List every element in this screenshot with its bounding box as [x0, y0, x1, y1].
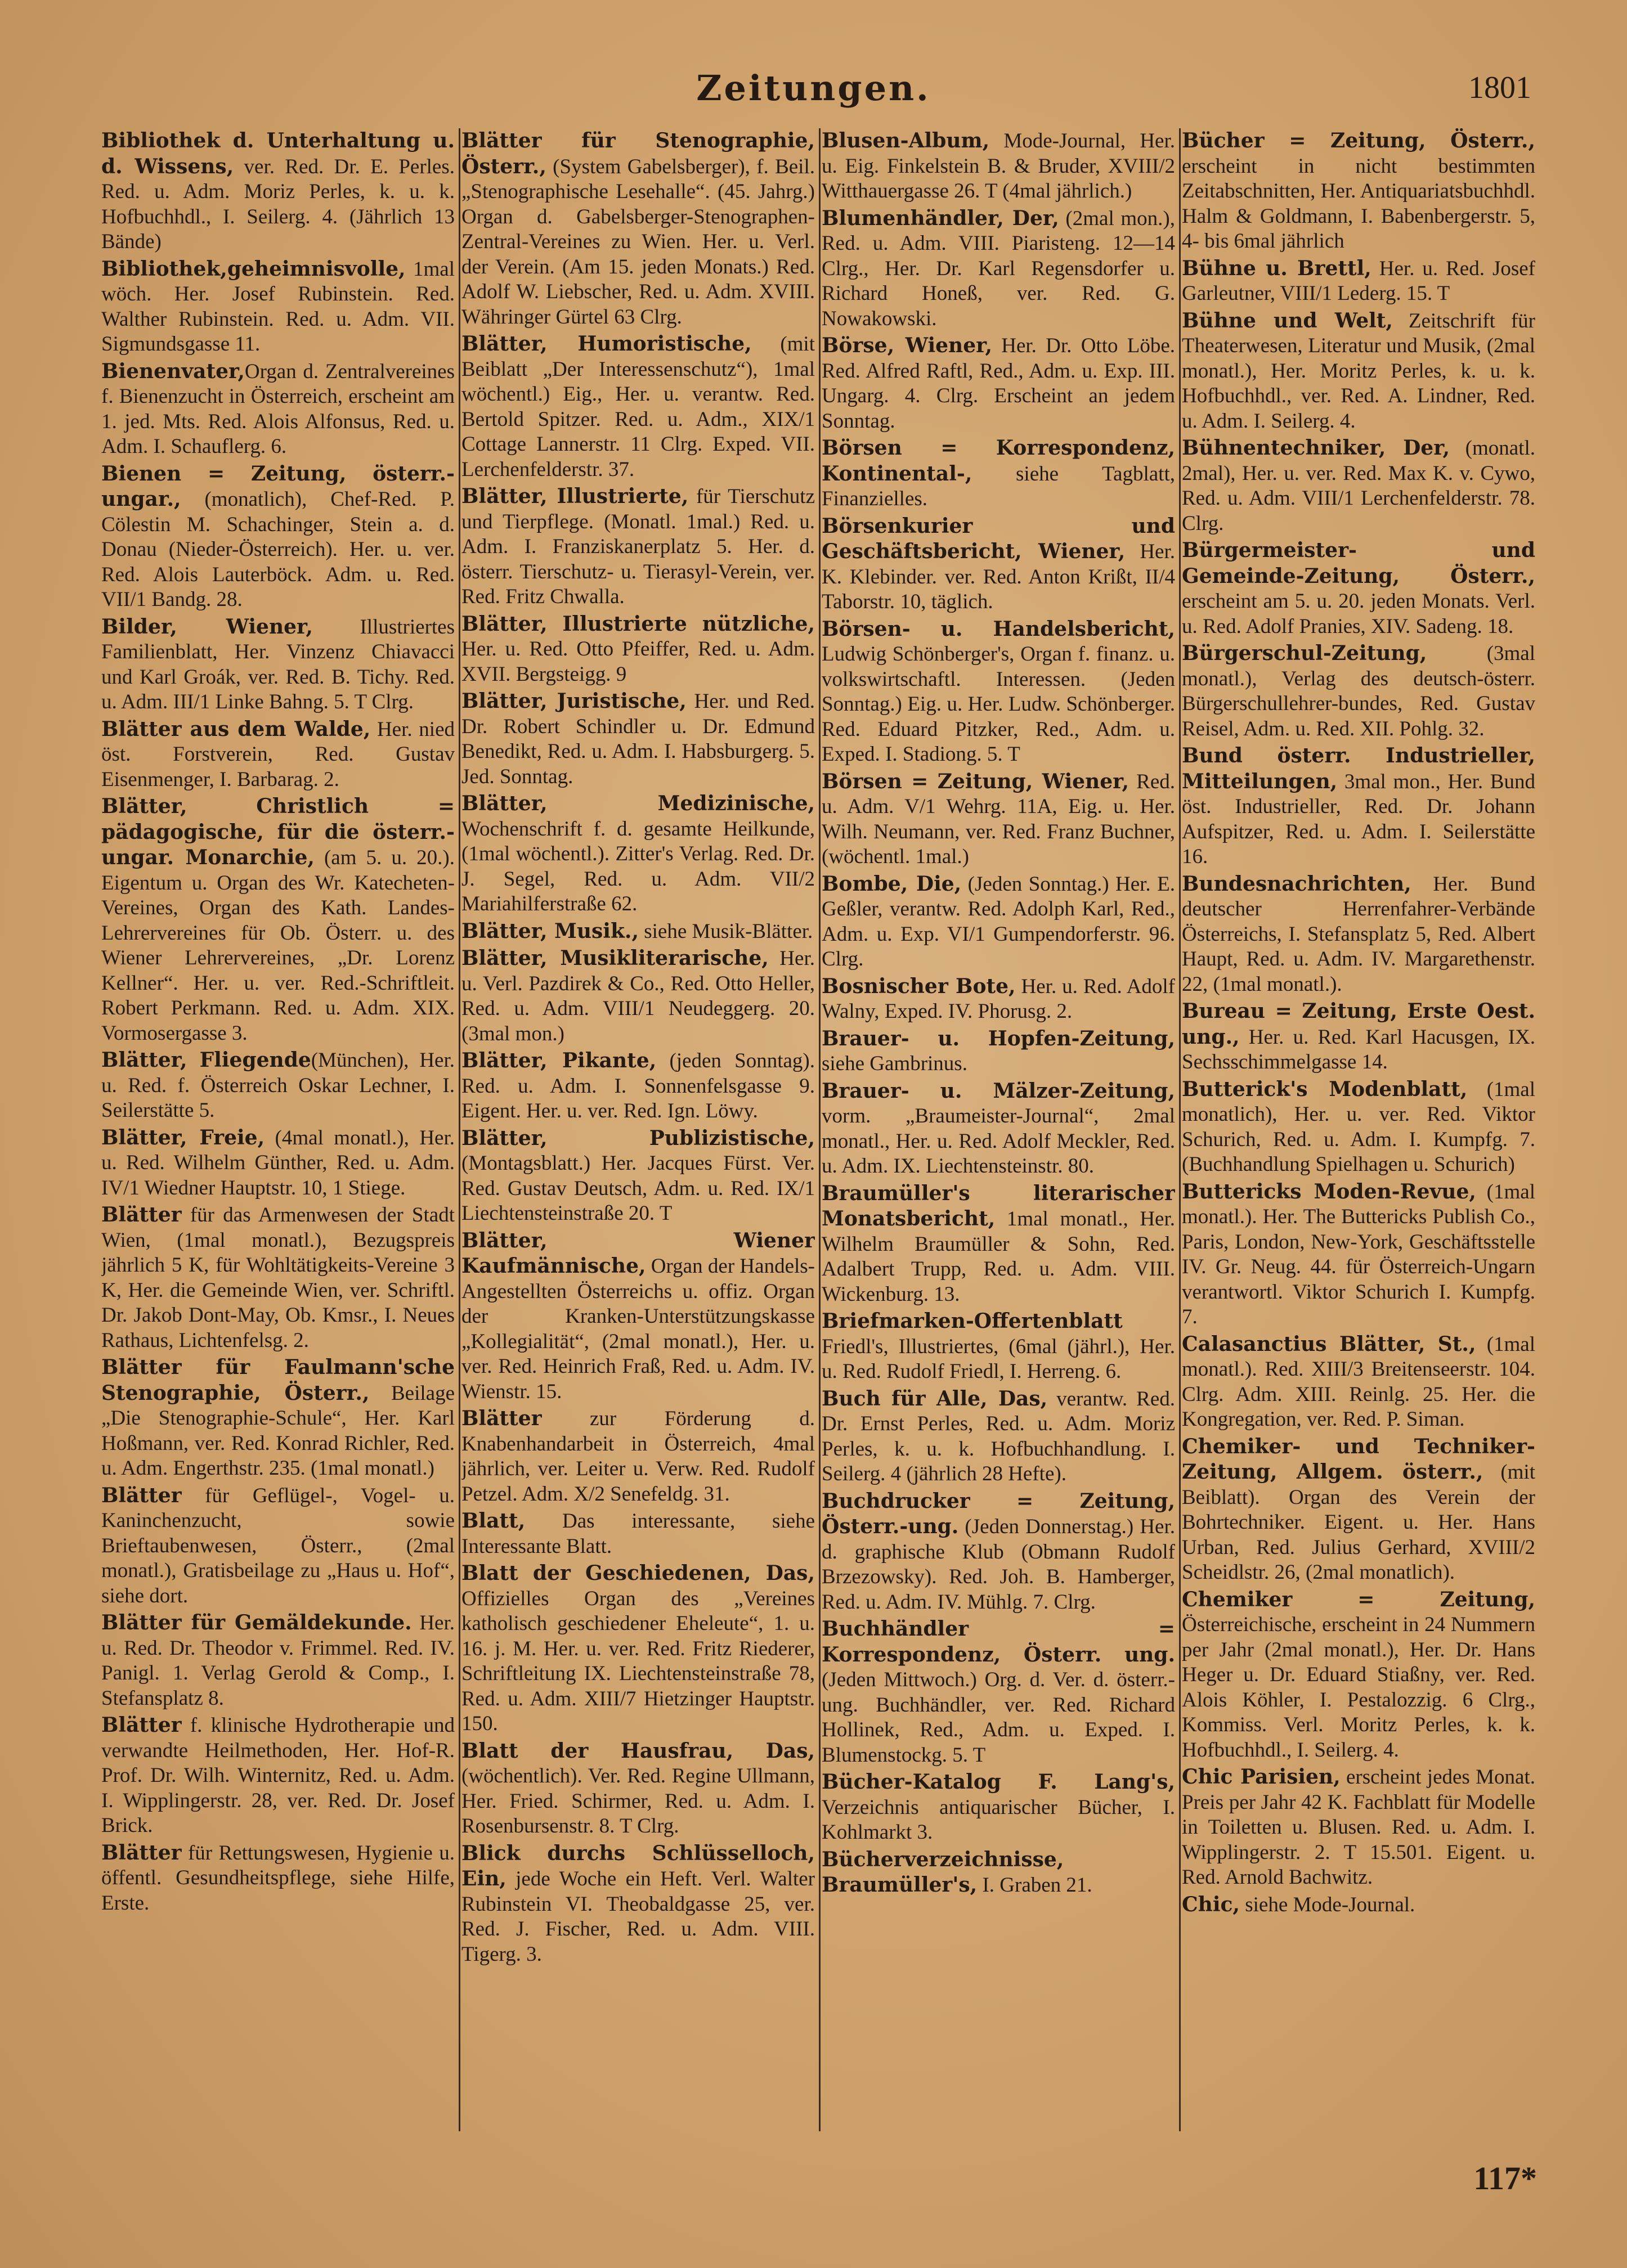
entry-body: (München), Her. u. Red. f. Österreich Oskar Lechner, I. Seilerstätte 5. — [101, 1049, 455, 1122]
directory-entry — [1182, 538, 1535, 639]
directory-entry — [101, 1355, 455, 1481]
directory-entry — [461, 791, 815, 917]
entry-heading: Bürgerschul-Zeitung, — [1182, 641, 1427, 665]
entry-heading: Blatt, — [461, 1509, 526, 1533]
entry-body: ver. Red. Dr. E. Perles. Red. u. Adm. Moriz Perles, k. u. k. Hofbuchhdl., I. Seilerg. 4. (Jährlich 13 Bände) — [101, 155, 455, 253]
entry-heading: Blatt der Geschiedenen, Das, — [461, 1561, 815, 1585]
entry-body: Her. u. Red. Josef Garleutner, VIII/1 Lederg. 15. T — [1182, 257, 1535, 305]
entry-heading: Bureau = Zeitung, Erste Oest. ung., — [1182, 999, 1535, 1049]
entry-body: Her. K. Klebinder. ver. Red. Anton Krißt, II/4 Taborstr. 10, täglich. — [822, 540, 1175, 613]
directory-entry — [461, 1841, 815, 1968]
entry-body: erscheint jedes Monat. Preis per Jahr 42 K. Fachblatt für Modelle in Toiletten u. Blusen. Red. u. Adm. I. Wipplingerstr. 2. T 15.501. Eigent. u. Red. Arnold Bachwitz. — [1182, 1766, 1535, 1889]
entry-heading: Blätter für Faulmann'sche Stenographie, Österr., — [101, 1355, 455, 1405]
entry-heading: Bundesnachrichten, — [1182, 872, 1411, 896]
entry-heading: Börsen = Korrespondenz, Kontinental-, — [822, 436, 1175, 486]
entry-body: (mit Beiblatt). Organ des Verein der Bohrtechniker. Eigent. u. Her. Hans Urban, Red. Julius Gerhard, XVIII/2 Scheidlstr. 26, (2mal monatlich). — [1182, 1461, 1535, 1584]
directory-entry — [461, 612, 815, 688]
entry-heading: Buchdrucker = Zeitung, Österr.-ung. — [822, 1489, 1175, 1538]
entry-heading: Börse, Wiener, — [822, 334, 992, 357]
entry-heading: Blusen-Album, — [822, 129, 990, 152]
entry-body: Her. Dr. Otto Löbe. Red. Alfred Raftl, Red., Adm. u. Exp. III. Ungarg. 4. Clrg. Erscheint an jedem Sonntag. — [822, 334, 1175, 433]
directory-entry — [461, 689, 815, 789]
entry-heading: Blätter, Publizistische, — [461, 1126, 815, 1150]
page-number: 1801 — [1468, 70, 1531, 105]
entry-body: Her. u. Verl. Pazdirek & Co., Red. Otto Heller, Red. u. Adm. VIII/1 Neudeggerg. 20. (3mal mon.) — [461, 947, 815, 1045]
entry-heading: Chic Parisien, — [1182, 1765, 1341, 1789]
directory-entry — [1182, 128, 1535, 254]
entry-body: vorm. „Braumeister-Journal“, 2mal monatl., Her. u. Red. Adolf Meckler, Red. u. Adm. IX. Liechtensteinstr. 80. — [822, 1104, 1175, 1178]
column-4 — [1182, 128, 1535, 2131]
footer-signature: 117* — [1473, 2160, 1537, 2197]
entry-heading: Blätter, Humoristische, — [461, 332, 752, 356]
entry-heading: Börsen- u. Handelsbericht, — [822, 617, 1175, 641]
entry-heading: Bühne und Welt, — [1182, 308, 1393, 333]
directory-entry — [101, 257, 455, 357]
entry-heading: Blätter, Wiener Kaufmännische, — [461, 1228, 815, 1278]
entry-heading: Blick durchs Schlüsselloch, Ein, — [461, 1841, 815, 1890]
directory-entry — [822, 1770, 1175, 1845]
entry-heading: Bücher-Katalog F. Lang's, — [822, 1770, 1175, 1794]
entry-heading: Blätter — [461, 1407, 542, 1430]
directory-entry — [461, 1228, 815, 1405]
entry-heading: Bosnischer Bote, — [822, 974, 1016, 998]
directory-entry — [822, 206, 1175, 332]
directory-entry — [822, 1181, 1175, 1308]
directory-entry — [1182, 1179, 1535, 1330]
entry-body: Her. u. Red. Adolf Walny, Exped. IV. Phorusg. 2. — [822, 974, 1175, 1023]
entry-heading: Bund österr. Industrieller, Mitteilungen, — [1182, 744, 1535, 793]
directory-entry — [461, 1561, 815, 1737]
directory-entry — [1182, 435, 1535, 536]
directory-entry — [822, 333, 1175, 434]
entry-heading: Bibliothek,geheimnisvolle, — [101, 257, 406, 281]
entry-heading: Bühnentechniker, Der, — [1182, 436, 1450, 460]
entry-body: 3mal mon., Her. Bund öst. Industrieller, Red. Dr. Johann Aufspitzer, Red. u. Adm. I. Seilerstätte 16. — [1182, 770, 1535, 868]
directory-entry — [101, 359, 455, 460]
entry-body: für Tierschutz und Tierpflege. (Monatl. 1mal.) Red. u. Adm. I. Franziskanerplatz 5. Her. d. österr. Tierschutz- u. Tierasyl-Verein, ver. Red. Fritz Chwalla. — [461, 485, 815, 608]
directory-entry — [1182, 256, 1535, 307]
entry-heading: Blätter, Illustrierte, — [461, 484, 689, 508]
directory-entry — [461, 1739, 815, 1839]
directory-entry — [822, 514, 1175, 615]
entry-heading: Blätter — [101, 1713, 182, 1737]
entry-body: Red. u. Adm. V/1 Wehrg. 11A, Eig. u. Her. Wilh. Neumann, ver. Red. Franz Buchner, (wöchentl. 1mal.) — [822, 770, 1175, 868]
entry-body: (wöchentlich). Ver. Red. Regine Ullmann, Her. Fried. Schirmer, Red. u. Adm. I. Rosenbursenstr. 8. T Clrg. — [461, 1764, 815, 1838]
directory-entry — [101, 1048, 455, 1124]
entry-heading: Blätter, Illustrierte nützliche, — [461, 612, 815, 636]
entry-heading: Briefmarken-Offertenblatt — [822, 1309, 1123, 1333]
directory-entry — [101, 794, 455, 1046]
entry-body: zur Förderung d. Knabenhandarbeit in Österreich, 4mal jährlich, ver. Leiter u. Verw. Red. Rudolf Petzel. Adm. X/2 Senefeldg. 31. — [461, 1407, 815, 1506]
entry-heading: Bienen = Zeitung, österr.-ungar., — [101, 461, 455, 511]
directory-entry — [101, 1202, 455, 1353]
entry-body: erscheint in nicht bestimmten Zeitabschnitten, Her. Antiquariatsbuchhdl. Halm & Goldmann, I. Babenbergerstr. 5, 4- bis 6mal jährlich — [1182, 154, 1535, 253]
entry-heading: Bürgermeister- und Gemeinde-Zeitung, Österr., — [1182, 538, 1535, 588]
entry-heading: Chemiker- und Techniker-Zeitung, Allgem. österr., — [1182, 1434, 1535, 1484]
directory-entry — [101, 1713, 455, 1839]
directory-entry — [1182, 1764, 1535, 1890]
entry-body: I. Graben 21. — [977, 1874, 1092, 1897]
directory-entry — [822, 1386, 1175, 1487]
directory-entry — [1182, 999, 1535, 1075]
directory-entry — [1182, 641, 1535, 742]
entry-heading: Bühne u. Brettl, — [1182, 256, 1371, 280]
entry-body: (1mal monatlich), Her. u. ver. Red. Viktor Schurich, Red. u. Adm. I. Kumpfg. 7. (Buchhandlung Spielhagen u. Schurich) — [1182, 1077, 1535, 1176]
entry-body: Illustriertes Familienblatt, Her. Vinzenz Chiavacci und Karl Groák, ver. Red. B. Tichy. Red. u. Adm. III/1 Linke Bahng. 5. T Clrg. — [101, 615, 455, 713]
directory-entry — [101, 1125, 455, 1201]
entry-heading: Chic, — [1182, 1892, 1240, 1916]
entry-body: (Montagsblatt.) Her. Jacques Fürst. Ver. Red. Gustav Deutsch, Adm. u. Red. IX/1 Liechtensteinstraße 20. T — [461, 1152, 815, 1225]
entry-heading: Blätter — [101, 1840, 182, 1865]
entry-heading: Calasanctius Blätter, St., — [1182, 1332, 1476, 1356]
entry-heading: Blätter, Musik., — [461, 919, 639, 943]
entry-body: Organ d. Zentralvereines f. Bienenzucht in Österreich, erscheint am 1. jed. Mts. Red. Alois Alfonsus, Red. u. Adm. I. Schauflerg. 6. — [101, 360, 455, 458]
directory-entry — [101, 717, 455, 793]
entry-body: (System Gabelsberger), f. Beil. „Stenographische Lesehalle“. (45. Jahrg.) Organ d. Gabelsberger-Stenographen-Zentral-Vereines zu Wien. Her. u. Verl. der Verein. (Am 15. jeden Monats.) Red. Adolf W. Liebscher, Red. u. Adm. XVIII. Währinger Gürtel 63 Clrg. — [461, 155, 815, 329]
entry-body: (2mal mon.), Red. u. Adm. VIII. Piaristeng. 12—14 Clrg., Her. Dr. Karl Regensdorfer u. Richard Honeß, ver. Red. G. Nowakowski. — [822, 206, 1175, 330]
directory-entry — [461, 919, 815, 945]
column-1 — [101, 128, 455, 2131]
entry-body: Mode-Journal, Her. u. Eig. Finkelstein B. & Bruder, XVIII/2 Witthauergasse 26. T (4mal jährlich.) — [822, 129, 1175, 203]
entry-body: Organ der Handels-Angestellten Österreichs u. offiz. Organ der Kranken-Unterstützungskasse „Kollegialität“, (2mal monatl.), Her. u. ver. Red. Heinrich Fraß, Red. u. Adm. IV. Wienstr. 15. — [461, 1255, 815, 1403]
directory-entry — [101, 1610, 455, 1711]
entry-body: Österreichische, erscheint in 24 Nummern per Jahr (2mal monatl.), Her. Dr. Hans Heger u. Dr. Eduard Stiaßny, ver. Red. Alois Köhler, I. Pestalozzig. 6 Clrg., Kommiss. Verl. Moritz Perles, k. k. Hofbuchhdl., I. Seilerg. 4. — [1182, 1613, 1535, 1762]
entry-body: (1mal monatl.). Red. XIII/3 Breitenseerstr. 104. Clrg. Adm. XIII. Reinlg. 25. Her. die Kongregation, ver. Red. P. Siman. — [1182, 1332, 1535, 1431]
directory-entry — [461, 1406, 815, 1507]
entry-heading: Blätter, Freie, — [101, 1125, 265, 1149]
directory-entry — [1182, 1077, 1535, 1178]
entry-heading: Blätter, Fliegende — [101, 1048, 311, 1072]
entry-body: Her. u. Red. Dr. Theodor v. Frimmel. Red. IV. Panigl. 1. Verlag Gerold & Comp., I. Stefansplatz 8. — [101, 1611, 455, 1710]
directory-entry — [822, 1489, 1175, 1615]
directory-entry — [101, 1840, 455, 1916]
entry-body: Ludwig Schönberger's, Organ f. finanz. u. volkswirtschaftl. Interessen. (Jeden Sonntag.) Eig. u. Her. Ludw. Schönberger. Red. Eduard Pitzker, Red., Adm. u. Exped. I. Stadiong. 5. T — [822, 643, 1175, 766]
entry-body: Offizielles Organ des „Vereines katholisch geschiedener Eheleute“, 1. u. 16. j. M. Her. u. ver. Red. Fritz Riederer, Schriftleitung IX. Liechtensteinstraße 78, Red. u. Adm. XIII/7 Hietzinger Hauptstr. 150. — [461, 1587, 815, 1735]
entry-body: Das interessante, siehe Interessante Blatt. — [461, 1510, 815, 1558]
entry-heading: Bienenvater, — [101, 359, 245, 383]
entry-body: 1mal wöch. Her. Josef Rubinstein. Red. Walther Rubinstein. Red. u. Adm. VII. Sigmundsgasse 11. — [101, 257, 455, 356]
entry-body: (jeden Sonntag). Red. u. Adm. I. Sonnenfelsgasse 9. Eigent. Her. u. ver. Red. Ign. Löwy. — [461, 1049, 815, 1122]
directory-entry — [822, 1309, 1175, 1385]
entry-heading: Börsenkurier und Geschäftsbericht, Wiener, — [822, 514, 1175, 563]
entry-body: (4mal monatl.), Her. u. Red. Wilhelm Günther, Red. u. Adm. IV/1 Wiedner Hauptstr. 10, 1 Stiege. — [101, 1126, 455, 1200]
column-2 — [461, 128, 815, 2131]
directory-entry — [461, 331, 815, 482]
directory-entry — [822, 435, 1175, 512]
entry-body: (3mal monatl.), Verlag des deutsch-österr. Bürgerschullehrer-bundes, Red. Gustav Reisel, Adm. u. Red. XII. Pohlg. 32. — [1182, 642, 1535, 740]
directory-columns — [101, 128, 1542, 2131]
directory-entry — [101, 461, 455, 613]
directory-entry — [101, 128, 455, 255]
directory-entry — [822, 1616, 1175, 1768]
entry-body: (monatl. 2mal), Her. u. ver. Red. Max K. v. Cywo, Red. u. Adm. VIII/1 Lerchenfelderstr. 78. Clrg. — [1182, 437, 1535, 535]
entry-body: (am 5. u. 20.). Eigentum u. Organ des Wr. Katecheten-Vereines, Organ des Kath. Landes-Lehrervereines für Ob. Österr. u. des Wiener Lehrervereines, „Dr. Lorenz Kellner“. Her. u. ver. Red.-Schriftleit. Robert Perkmann. Red. u. Adm. XIX. Vormosergasse 3. — [101, 846, 455, 1045]
directory-entry — [461, 484, 815, 610]
entry-heading: Blätter für Stenographie, Österr., — [461, 129, 815, 178]
entry-heading: Buchhändler = Korrespondenz, Österr. ung. — [822, 1617, 1175, 1667]
directory-entry — [1182, 743, 1535, 870]
directory-entry — [822, 974, 1175, 1025]
entry-body: (Jeden Sonntag.) Her. E. Geßler, verantw. Red. Adolph Karl, Red., Adm. u. Exp. VI/1 Gumpendorferstr. 96. Clrg. — [822, 872, 1175, 971]
entry-body: (mit Beiblatt „Der Interessenschutz“), 1mal wöchentl.) Eig., Her. u. verantw. Red. Bertold Spitzer. Red. u. Adm., XIX/1 Cottage Lannerstr. 11 Clrg. Exped. VII. Lerchenfelderstr. 37. — [461, 333, 815, 481]
directory-entry — [461, 1126, 815, 1227]
directory-entry — [101, 614, 455, 715]
entry-body: f. klinische Hydrotherapie und verwandte Heilmethoden, Her. Hof-R. Prof. Dr. Wilh. Winternitz, Red. u. Adm. I. Wipplingerstr. 28, ver. Red. Dr. Josef Brick. — [101, 1714, 455, 1837]
entry-heading: Blatt der Hausfrau, Das, — [461, 1739, 815, 1763]
entry-heading: Braumüller's literarischer Monatsbericht, — [822, 1181, 1175, 1230]
entry-heading: Blätter, Musikliterarische, — [461, 946, 769, 970]
entry-body: Beilage „Die Stenographie-Schule“, Her. Karl Hoßmann, ver. Red. Konrad Richler, Red. u. Adm. Engerthstr. 235. (1mal monatl.) — [101, 1381, 455, 1480]
entry-body: verantw. Red. Dr. Ernst Perles, Red. u. Adm. Moriz Perles, k. u. k. Hofbuchhandlung. I. Seilerg. 4 (jährlich 28 Hefte). — [822, 1387, 1175, 1485]
entry-body: für Geflügel-, Vogel- u. Kaninchenzucht, sowie Brieftaubenwesen, Österr., (2mal monatl.), Gratisbeilage zu „Haus u. Hof“, siehe dort. — [101, 1484, 455, 1607]
entry-heading: Blumenhändler, Der, — [822, 206, 1059, 230]
entry-body: Wochenschrift f. d. gesamte Heilkunde, (1mal wöchentl.). Zitter's Verlag. Red. Dr. J. Segel, Red. u. Adm. VII/2 Mariahilferstraße 62. — [461, 817, 815, 915]
entry-body: (1mal monatl.). Her. The Buttericks Publish Co., Paris, London, New-York, Geschäftsstelle IV. Gr. Neug. 44. für Österreich-Ungarn verantwortl. Viktor Schurich I. Kumpfg. 7. — [1182, 1180, 1535, 1328]
entry-body: Her. und Red. Dr. Robert Schindler u. Dr. Edmund Benedikt, Red. u. Adm. I. Habsburgerg. 5. Jed. Sonntag. — [461, 690, 815, 788]
directory-entry — [822, 1079, 1175, 1179]
entry-heading: Blätter, Christlich = pädagogische, für die österr.-ungar. Monarchie, — [101, 794, 455, 869]
directory-entry — [822, 617, 1175, 767]
entry-body: (Jeden Donnerstag.) Her. d. graphische Klub (Obmann Rudolf Brzezowsky). Red. Joh. B. Hamberger, Red. u. Adm. IV. Mühlg. 7. Clrg. — [822, 1515, 1175, 1614]
entry-heading: Bilder, Wiener, — [101, 614, 313, 639]
entry-heading: Blätter für Gemäldekunde. — [101, 1611, 412, 1634]
entry-heading: Buttericks Moden-Revue, — [1182, 1179, 1476, 1203]
entry-body: (Jeden Mittwoch.) Org. d. Ver. d. österr.-ung. Buchhändler, ver. Red. Richard Hollinek, Red., Adm. u. Exped. I. Blumenstockg. 5. T — [822, 1668, 1175, 1767]
entry-heading: Bibliothek d. Unterhaltung u. d. Wissens, — [101, 129, 455, 178]
entry-body: siehe Mode-Journal. — [1239, 1893, 1415, 1916]
page-header — [0, 68, 1627, 129]
directory-entry — [1182, 1434, 1535, 1586]
entry-body: 1mal monatl., Her. Wilhelm Braumüller & Sohn, Red. Adalbert Trupp, Red. u. Adm. VIII. Wickenburg. 13. — [822, 1207, 1175, 1306]
entry-heading: Chemiker = Zeitung, — [1182, 1587, 1535, 1611]
entry-body: für das Armenwesen der Stadt Wien, (1mal monatl.), Bezugspreis jährlich 5 K, für Wohltätigkeits-Vereine 3 K, Her. die Gemeinde Wien, ver. Schriftl. Dr. Jakob Dont-May, Ob. Kmsr., I. Neues Rathaus, Lichtenfelsg. 2. — [101, 1203, 455, 1352]
entry-heading: Blätter, Juristische, — [461, 689, 687, 713]
entry-heading: Bücherverzeichnisse, Braumüller's, — [822, 1847, 1064, 1897]
entry-heading: Brauer- u. Mälzer-Zeitung, — [822, 1079, 1175, 1103]
entry-body: siehe Gambrinus. — [822, 1052, 967, 1075]
entry-heading: Brauer- u. Hopfen-Zeitung, — [822, 1026, 1175, 1050]
directory-entry — [461, 128, 815, 330]
entry-heading: Bombe, Die, — [822, 872, 962, 896]
entry-body: Friedl's, Illustriertes, (6mal (jährl.), Her. u. Red. Rudolf Friedl, I. Herreng. 6. — [822, 1335, 1175, 1383]
directory-entry — [461, 946, 815, 1047]
directory-entry — [461, 1508, 815, 1559]
entry-body: Her. Bund deutscher Herrenfahrer-Verbände Österreichs, I. Stefansplatz 5, Red. Albert Haupt, Red. u. Adm. IV. Margarethenstr. 22, (1mal monatl.). — [1182, 872, 1535, 996]
directory-entry — [1182, 1332, 1535, 1432]
entry-heading: Börsen = Zeitung, Wiener, — [822, 769, 1130, 793]
entry-body: siehe Tagblatt, Finanzielles. — [822, 462, 1175, 510]
directory-entry — [822, 1847, 1175, 1898]
column-3 — [822, 128, 1175, 2131]
entry-body: (monatlich), Chef-Red. P. Cölestin M. Schachinger, Stein a. d. Donau (Nieder-Österreich). Her. u. ver. Red. Alois Lauterböck. Adm. u. Red. VII/1 Bandg. 28. — [101, 488, 455, 611]
entry-heading: Blätter — [101, 1203, 182, 1227]
entry-body: Verzeichnis antiquarischer Bücher, I. Kohlmarkt 3. — [822, 1795, 1175, 1844]
entry-body: erscheint am 5. u. 20. jeden Monats. Verl. u. Red. Adolf Pranies, XIV. Sadeng. 18. — [1182, 590, 1535, 638]
directory-entry — [1182, 1587, 1535, 1763]
directory-entry — [1182, 1892, 1535, 1918]
directory-entry — [822, 128, 1175, 204]
directory-entry — [822, 872, 1175, 972]
entry-heading: Butterick's Modenblatt, — [1182, 1077, 1468, 1101]
entry-heading: Blätter — [101, 1483, 182, 1507]
directory-entry — [101, 1483, 455, 1609]
entry-body: jede Woche ein Heft. Verl. Walter Rubinstein VI. Theobaldgasse 25, ver. Red. J. Fischer, Red. u. Adm. VIII. Tigerg. 3. — [461, 1867, 815, 1966]
entry-heading: Blätter aus dem Walde, — [101, 717, 371, 741]
entry-heading: Bücher = Zeitung, Österr., — [1182, 129, 1535, 152]
directory-entry — [822, 1026, 1175, 1077]
entry-heading: Buch für Alle, Das, — [822, 1386, 1048, 1411]
entry-body: für Rettungswesen, Hygienie u. öffentl. Gesundheitspflege, siehe Hilfe, Erste. — [101, 1841, 455, 1915]
entry-heading: Blätter, Medizinische, — [461, 792, 815, 815]
directory-entry — [1182, 872, 1535, 998]
entry-body: Zeitschrift für Theaterwesen, Literatur und Musik, (2mal monatl.), Her. Moritz Perles, k. u. k. Hofbuchhdl., ver. Red. A. Lindner, Red. u. Adm. I. Seilerg. 4. — [1182, 309, 1535, 433]
entry-body: Her. nied öst. Forstverein, Red. Gustav Eisenmenger, I. Barbarag. 2. — [101, 717, 455, 791]
directory-entry — [1182, 308, 1535, 434]
entry-body: siehe Musik-Blätter. — [638, 919, 813, 943]
page-title: Zeitungen. — [696, 68, 931, 109]
directory-entry — [461, 1048, 815, 1124]
entry-heading: Blätter, Pikante, — [461, 1049, 657, 1072]
entry-body: Her. u. Red. Otto Pfeiffer, Red. u. Adm. XVII. Bergsteigg. 9 — [461, 637, 815, 686]
directory-entry — [822, 769, 1175, 870]
entry-body: Her. u. Red. Karl Hacusgen, IX. Sechsschimmelgasse 14. — [1182, 1025, 1535, 1074]
